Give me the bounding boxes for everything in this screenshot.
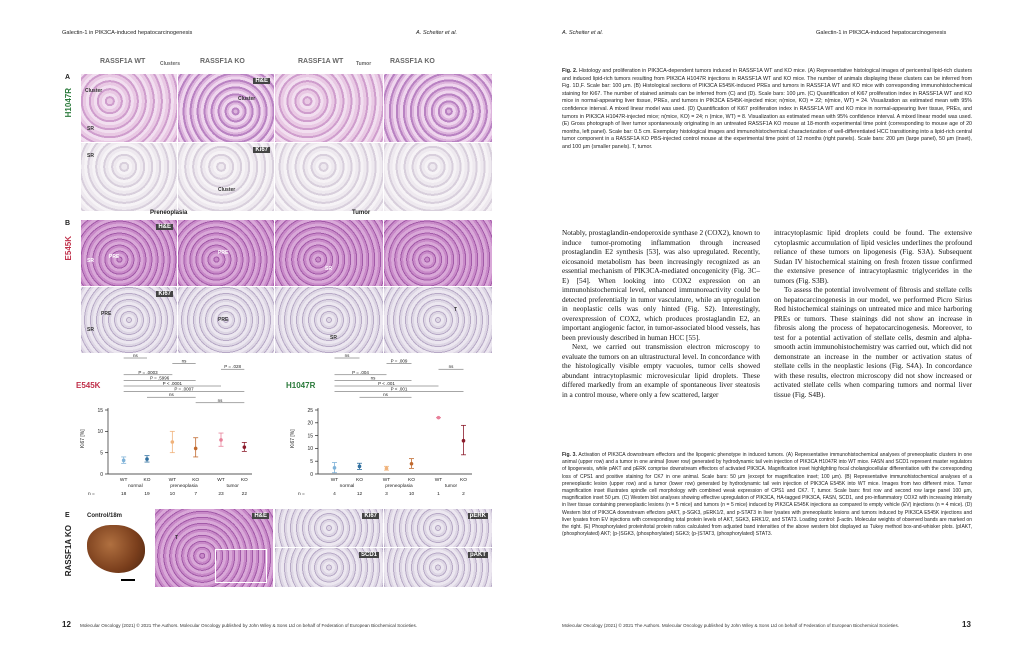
control-label: Control/18m (87, 513, 123, 519)
panel-a-ki67-ko-cluster (177, 142, 275, 212)
data-point (219, 438, 223, 442)
chart-title: E545K (76, 381, 101, 390)
label-ko-clusters: RASSF1A KO (200, 58, 245, 65)
label-wt-tumor: RASSF1A WT (298, 58, 344, 65)
data-point (462, 439, 466, 443)
panel-e-side-label: RASSF1A KO (64, 525, 73, 577)
y-tick-label: 5 (100, 450, 103, 457)
n-label: 19 (144, 492, 150, 497)
sr-label: SR (87, 327, 94, 333)
sig-annotation: ns (344, 353, 350, 358)
panel-b-ki67-3 (274, 286, 384, 354)
scale-bar (121, 579, 135, 581)
perk-tag: pERK (469, 513, 486, 519)
x-category-label: WT (168, 478, 177, 483)
y-tick-label: 15 (307, 433, 313, 440)
he-tag: H&E (254, 513, 267, 519)
data-point (194, 447, 198, 451)
panel-a-side-label: H1047R (64, 88, 73, 118)
y-tick-label: 20 (307, 420, 313, 427)
y-tick-label: 25 (307, 407, 313, 414)
right-author-header: A. Scheiter et al. (562, 30, 604, 36)
cluster-label: Cluster (238, 96, 256, 102)
col1-para-1: Notably, prostaglandin-endoperoxide synthase 2 (COX2), known to induce tumor-promoting inflammation through increased prostaglandin E2 synthesis [53], was also upregulated. Recently, eicosanoid metabolism has been increasingly recognized as an essential mechanism of PIK3CA-mediated oncogenicity (Fig. 3C–E) [54]. When looking into COX2 expression on an immunohistochemical level, enhanced immunoreactivity could be detected preferentially in tumor vasculature, while an upregulation in neoplastic cells was only hinted (Fig. S2). Interestingly, overexpression of COX2, which produces prostaglandin E2, an important angiogenic factor, in tumor-associated blood vessels, has been previously described in human HCC [55]. (562, 228, 760, 342)
panel-a-ki67-wt-tumor (274, 142, 384, 212)
sig-annotation: P = .0007 (174, 386, 194, 392)
right-running-header: Galectin-1 in PIK3CA-induced hepatocarcinogenesis (816, 30, 947, 36)
data-point (358, 465, 362, 469)
y-tick-label: 0 (100, 471, 103, 478)
t-label: T (454, 307, 458, 313)
sig-annotation: P < .001 (390, 386, 408, 392)
label-preneoplasia: Preneoplasia (150, 210, 188, 216)
label-clusters: Clusters (160, 61, 181, 67)
sig-annotation: P = .0003 (138, 369, 158, 375)
liver-photo (87, 525, 145, 573)
col1-para-2: Next, we carried out transmission electron microscopy to evaluate the tumors on an ultrastructural level. In concordance with the histologically visible empty vacuoles, tumor cells showed abundant intracytoplasmic microvesicular lipid droplets. These differed markedly from an example of spontaneous liver steatosis in a control mouse, where only a few scattered, larger (562, 342, 760, 399)
left-footer: Molecular Oncology (2021) © 2021 The Authors. Molecular Oncology published by John Wiley & Sons Ltd on behalf of Federation of European Biochemical Societies. (80, 623, 418, 628)
panel-a-he-ko-cluster (177, 73, 275, 143)
x-category-label: KO (143, 478, 151, 483)
sig-annotation: ns (217, 397, 223, 403)
sig-annotation: P = .5996 (150, 375, 170, 381)
panel-b-ki67-2 (177, 286, 275, 354)
sig-annotation: ns (181, 358, 187, 364)
x-group-label: tumor (226, 484, 239, 489)
t-label: T (175, 535, 179, 541)
sig-annotation: P < .0001 (162, 381, 182, 386)
data-point (145, 457, 149, 461)
x-category-label: KO (192, 478, 200, 483)
he-tag: H&E (158, 224, 171, 230)
scd1-tag: SCD1 (360, 552, 377, 558)
panel-a-ki67-ko-tumor (383, 142, 493, 212)
n-label: 3 (385, 492, 388, 497)
text-column-2 (774, 228, 972, 399)
fig3-caption-text: Activation of PIK3CA downstream effectors and the lipogenic phenotype in induced tumors. (A) Representative immunohistochemical analyses of preneoplastic clusters in one animal (upper row) and a tumor in one animal (lower row) generated by hydrodynamic tail vein injection of PIK3CA H1047R into WT mice. FASN and SCD1 represent master regulators of lipogenesis, while pAKT and pERK comprise downstream effectors of activated PIK3CA. Magnification inset highlighting focal cholangiocellular differentiation with the corresponding loss of CPS1 and positive staining for CK7 in one animal. Scale bars: 50 µm (except for magnification inset; 100 µm). (B) Representative immunohistochemical analyses of a preneoplastic lesion (upper row) and a tumor (lower row) generated by hydrodynamic tail vein injection of PIK3CA E545K into WT mice. Images from two different mice. Tumor magnification inset illustrates spindle cell morphology with combined weak expression of CPS1 and CK7. T, tumor. Scale bars: first row and second row large panel 100 µm, magnification inset 50 µm. (C) Western blot analyses showing effective upregulation of PIK3CA, HA-tagged PIK3CA, FASN, SCD1, and pro-inflammatory COX2 with increasing intensity in liver tissue containing preneoplastic lesions (n = 5 mice) and tumors (n = 5 mice) induced by PIK3CA E545K injections as compared to empty vehicle (EV) injections (n = 4 mice). (D) Western blot of PIK3CA downstream effectors pAKT, p-SGK3, pERK1/2, and p-STAT3 in liver lysates with preneoplastic lesions and tumors induced by PIK3CA E545K injections and liver lysates from EV injections with corresponding total protein levels of AKT, SGK3, ERK1/2, and STAT3. Loading control: β-actin. Molecular weights of observed bands are marked on the right. (E) Phosphorylated protein/total protein ratios calculated from adjusted band intensities of the above western blot displayed as Tukey method box-and-whisker plots. (pIAKT, (phosphorylated) AKT; (p-)SGK3, (phosphorylated) SGK3; (p-)STAT3, (phosphorylated) STAT3. (562, 452, 972, 538)
sig-annotation: ns (132, 353, 138, 358)
right-page (512, 0, 1024, 670)
col2-para-1: intracytoplasmic lipid droplets could be found. The extensive cytoplasmic accumulation of lipid vesicles underlines the profound reliance of these tumors on lipogenesis (Fig. S3A). Subsequent Sudan IV histochemical staining on fresh frozen tissue confirmed the extensive presence of intracytoplasmic triglycerides in the tumors (Fig. S3B). (774, 228, 972, 285)
label-tumor: Tumor (356, 61, 372, 67)
n-label: 12 (356, 492, 363, 497)
sig-annotation: P < .001 (378, 381, 395, 386)
x-group-label: normal (127, 484, 143, 489)
sig-annotation: P = .028 (224, 364, 242, 370)
n-prefix: n = (88, 492, 95, 497)
right-page-number: 13 (962, 620, 971, 629)
x-category-label: WT (434, 478, 443, 483)
pre-label: PRE (101, 311, 112, 317)
inset-box (215, 549, 267, 583)
panel-a-ki67-wt-cluster (80, 142, 178, 212)
chart-d (282, 352, 492, 500)
left-page-number: 12 (62, 620, 71, 629)
label-tumor-b: Tumor (352, 210, 371, 216)
x-category-label: KO (240, 478, 248, 483)
n-label: 10 (408, 492, 415, 497)
y-tick-label: 10 (97, 429, 103, 436)
x-category-label: WT (330, 478, 339, 483)
ki67-tag: Ki67 (364, 513, 377, 519)
sig-annotation: ns (448, 364, 454, 370)
sr-label: SR (87, 258, 94, 264)
panel-b-he-4 (383, 219, 493, 287)
x-category-label: KO (408, 478, 415, 483)
data-point (171, 440, 175, 444)
n-label: 10 (169, 492, 176, 497)
x-group-label: normal (339, 484, 355, 489)
sr-label: SR (330, 335, 337, 341)
panel-e-pakt (383, 547, 493, 588)
label-ko-tumor: RASSF1A KO (390, 58, 435, 65)
data-point (385, 467, 389, 471)
data-point (410, 462, 414, 466)
col2-para-2: To assess the potential involvement of fibrosis and stellate cells on hepatocarcinogenesis in our model, we performed Picro Sirius Red histochemical stainings on untreated mice and mice harboring PREs or tumors. These stainings did not show an increase in fibrosis along the process of hepatocarcinogenesis. Moreover, to test for a potential activation of stellate cells, desmin and alpha-smooth actin immunohistochemistry was carried out, which did not demonstrate an increase in the number or activation status of stellate cells in the neoplastic lesions (Fig. S4A). In concordance with these results, electron microscopy did not show increased or activated stellate cells when comparing tumors and normal liver tissue (Fig. S4B). (774, 285, 972, 399)
chart-title: H1047R (286, 381, 316, 390)
fig2-caption-text: Histology and proliferation in PIK3CA-dependent tumors induced in RASSF1A WT and KO mice. (A) Representative histological images of pericentral lipid-rich clusters and induced lipid-rich tumors resulting from PIK3CA H1047R injections in RASSF1A WT and KO mice. The number of animals displaying these clusters can be inferred from Fig. 1D,F. Scale bar: 100 µm. (B) Histological sections of PIK3CA E545K-induced PREs and tumors in RASSF1A WT and KO mice with corresponding immunohistochemical staining for Ki67. The number of stained animals can be inferred from (C) and (D). Scale bars: 100 µm. (C) Quantification of Ki67 proliferation index in RASSF1A WT and KO mice in normal-appearing liver tissue, PREs, and tumors in PIK3CA E545K-injected mice; n(mice, KO) = 22; n(mice, WT) = 24. Visualization as estimated mean with 95% confidence interval. A mixed linear model was used. (D) Quantification of Ki67 proliferation index in RASSF1A WT and KO mice in normal-appearing liver tissue, PREs, and tumors in PIK3CA H1047R-injected mice; n(mice, KO) = 24; n (mice, WT) = 8. Visualization as estimated mean with 95% confidence interval. A mixed linear model was used. (E) Gross photograph of liver tumor spontaneously originating in an untreated RASSF1A KO mouse at 18-month experimental time point (corresponding to mouse age of 20 months, left panel). Scale bar: 0.5 cm. Exemplary histological images and immunohistochemical characterization of well-differentiated HCC transitioning into a lipid-rich central tumor component in a RASSF1A KO PBS-injected control mouse at the experimental time point of 12 months (right panels). Scale bars: 200 µm (large panel), 50 µm (inset), and 100 µm (smaller panels). T, tumor. (562, 68, 972, 150)
data-point (243, 445, 247, 449)
panel-a-he-wt-tumor (274, 73, 384, 143)
fig2-caption-label: Fig. 2. (562, 68, 578, 74)
x-category-label: WT (119, 478, 128, 483)
sig-annotation: ns (370, 375, 376, 381)
panel-a-he-wt-cluster (80, 73, 178, 143)
y-tick-label: 10 (307, 446, 313, 453)
panel-e-he-large (154, 508, 274, 588)
gross-photo (80, 508, 154, 588)
cluster-label: Cluster (218, 187, 236, 193)
fig3-caption-label: Fig. 3. (562, 452, 577, 458)
sig-annotation: P = .009 (390, 358, 408, 364)
y-axis-label: Ki67 [%] (290, 429, 296, 448)
n-label: 7 (194, 492, 198, 497)
x-category-label: KO (356, 478, 363, 483)
panel-b-he-3 (274, 219, 384, 287)
panel-b-he-2 (177, 219, 275, 287)
data-point (333, 466, 337, 470)
pre-label: PRE (218, 250, 229, 256)
pre-label: PRE (218, 317, 229, 323)
panel-b-ki67-4 (383, 286, 493, 354)
x-group-label: preneoplasia (170, 484, 198, 489)
sig-annotation: P = .004 (352, 369, 369, 375)
panel-a-he-ko-tumor (383, 73, 493, 143)
n-label: 4 (333, 492, 336, 497)
he-tag: H&E (255, 78, 268, 84)
y-tick-label: 15 (97, 407, 103, 414)
cluster-label: Cluster (85, 88, 103, 94)
n-label: 1 (437, 492, 440, 497)
sr-label: SR (87, 153, 94, 159)
fig3-caption (562, 452, 972, 538)
y-tick-label: 5 (310, 459, 313, 465)
left-running-header: Galectin-1 in PIK3CA-induced hepatocarcinogenesis (62, 30, 193, 36)
chart-c (72, 352, 272, 500)
ki67-tag: Ki67 (158, 291, 171, 297)
left-author-header: A. Scheiter et al. (416, 30, 458, 36)
panel-e-perk (383, 508, 493, 548)
ki67-tag: Ki67 (255, 147, 268, 153)
panel-e-scd1 (274, 547, 384, 588)
sr-label: SR (325, 266, 332, 272)
sig-annotation: ns (168, 392, 174, 398)
x-group-label: preneoplasia (385, 484, 413, 489)
n-label: 18 (120, 492, 127, 497)
n-label: 23 (218, 492, 224, 497)
panel-e-ki67 (274, 508, 384, 548)
panel-b-letter: B (65, 220, 71, 227)
data-point (122, 459, 126, 463)
n-label: 22 (241, 492, 248, 497)
y-tick-label: 0 (310, 471, 313, 478)
x-category-label: WT (217, 478, 225, 483)
fig2-caption (562, 68, 972, 152)
x-group-label: tumor (444, 484, 458, 489)
panel-e-letter: E (65, 512, 70, 519)
y-axis-label: Ki67 [%] (80, 429, 86, 448)
pre-label: PRE (109, 254, 120, 260)
x-category-label: KO (460, 478, 467, 483)
data-point (437, 416, 441, 420)
panel-a-letter: A (65, 74, 71, 81)
pakt-tag: pAKT (470, 552, 486, 558)
n-prefix: n = (298, 492, 305, 497)
panel-b-he-1 (80, 219, 178, 287)
x-category-label: WT (382, 478, 391, 483)
right-footer: Molecular Oncology (2021) © 2021 The Authors. Molecular Oncology published by John Wiley & Sons Ltd on behalf of Federation of European Biochemical Societies. (562, 623, 900, 628)
panel-b-ki67-1 (80, 286, 178, 354)
n-label: 2 (462, 492, 465, 497)
panel-b-side-label: E545K (64, 236, 73, 261)
text-column-1 (562, 228, 760, 399)
sig-annotation: ns (383, 392, 388, 398)
label-wt-clusters: RASSF1A WT (100, 58, 146, 65)
sr-label: SR (87, 126, 94, 132)
